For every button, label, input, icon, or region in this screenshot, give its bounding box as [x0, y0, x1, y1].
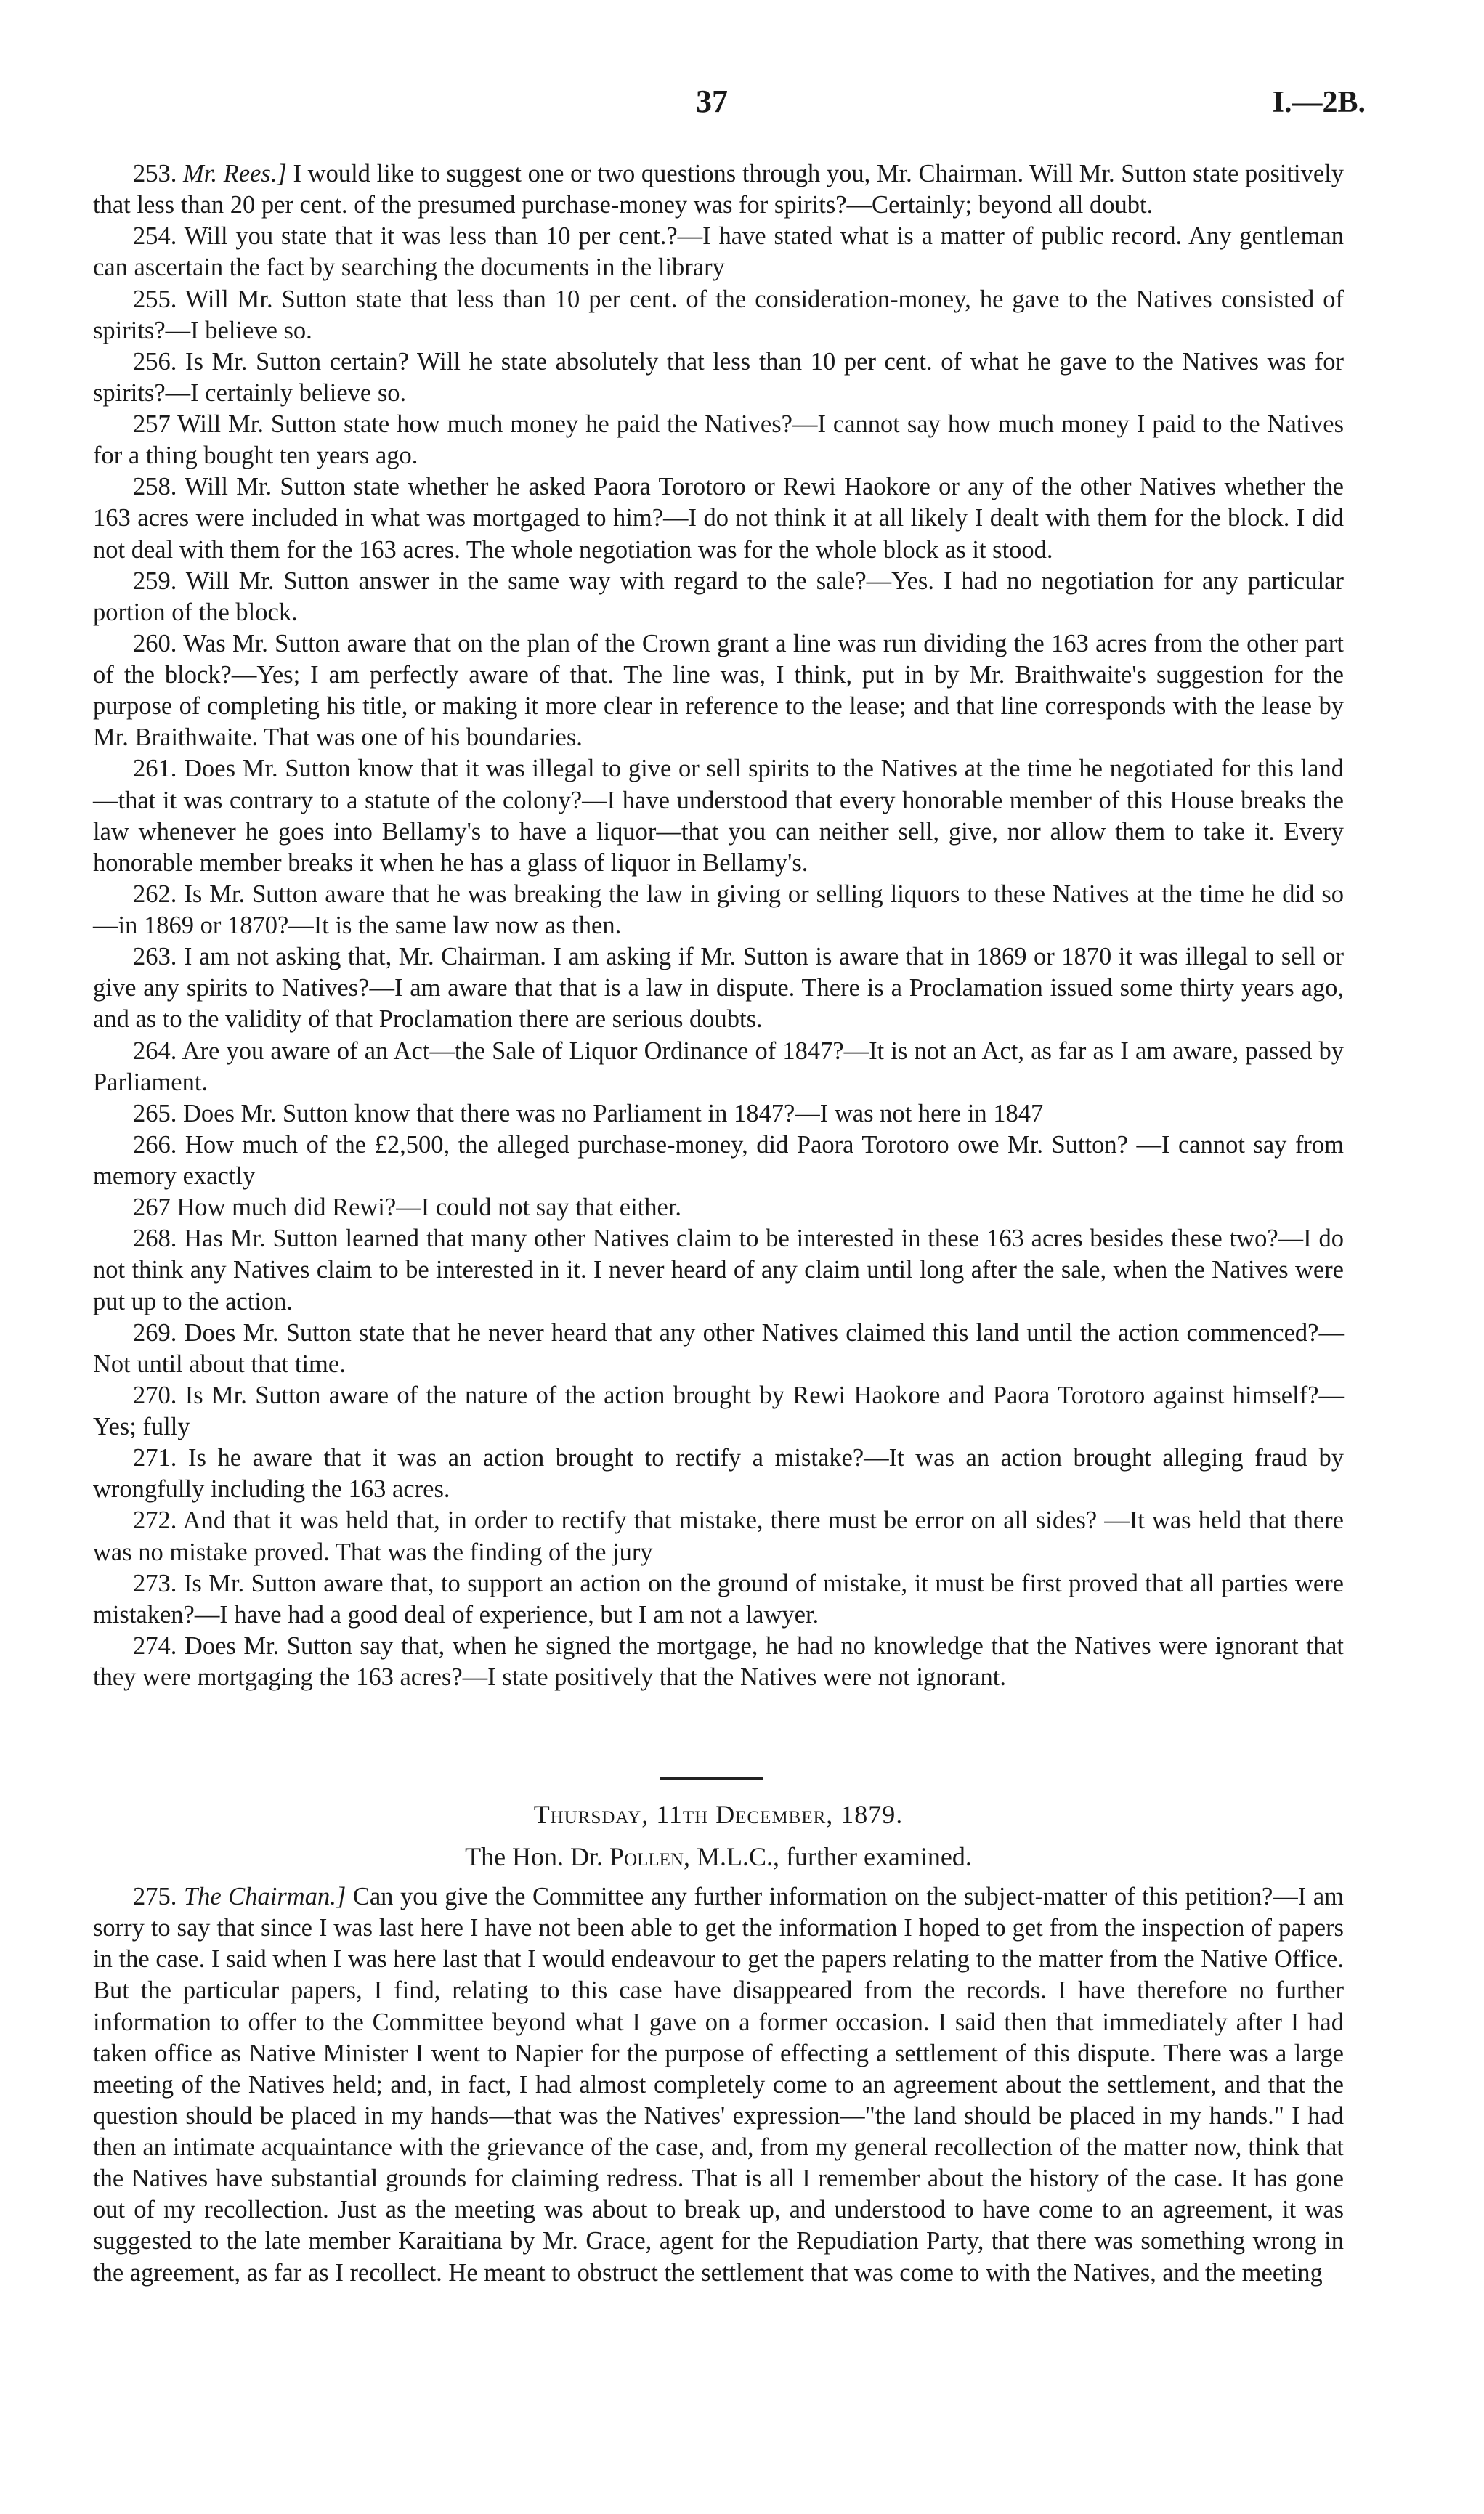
question-number: 263.: [133, 943, 177, 971]
question-text: Is he aware that it was an action brought to rectify a mistake?—It was an action brought alleging fraud by wrongfully including the 163 acres.: [93, 1444, 1345, 1504]
question-number: 257: [133, 410, 171, 438]
question-text: Was Mr. Sutton aware that on the plan of the Crown grant a line was run dividing the 163 acres from the other part of the block?—Yes; I am perfectly aware of that. The line was, I think, put in by Mr. Braithwaite's suggestion for the purpose of completing his title, or making it more clear in reference to the lease; and that line corresponds with the lease by Mr. Braithwaite. That was one of his boundaries.: [93, 629, 1344, 752]
question-text: Is Mr. Sutton aware of the nature of the action brought by Rewi Haokore and Paora Torotoro against himself?—Yes; fully: [93, 1381, 1345, 1440]
witness-prefix: The Hon. Dr.: [465, 1842, 604, 1871]
question-text: Will Mr. Sutton state how much money he paid the Natives?—I cannot say how much money I paid to the Natives for a thing bought ten years ago.: [93, 410, 1344, 470]
question-number: 272.: [133, 1507, 177, 1535]
question-paragraph: [93, 1505, 1344, 1568]
speaker-label: Mr. Rees.]: [183, 160, 287, 187]
question-paragraph: [93, 1318, 1344, 1380]
question-paragraph: [93, 628, 1344, 754]
question-number: 256.: [133, 347, 177, 376]
question-number: 273.: [133, 1569, 177, 1597]
question-paragraph: [93, 1568, 1344, 1631]
question-text: Is Mr. Sutton certain? Will he state absolutely that less than 10 per cent. of what he gave to the Natives was for spirits?—I certainly believe so.: [93, 347, 1345, 407]
question-number: 274.: [133, 1631, 177, 1660]
question-number: 264.: [133, 1037, 177, 1065]
question-paragraph: [93, 1631, 1344, 1693]
section-divider: [660, 1777, 763, 1780]
question-text: Is Mr. Sutton aware that, to support an action on the ground of mistake, it must be first proved that all parties were mistaken?—I have had a good deal of experience, but I am not a lawyer.: [93, 1569, 1344, 1629]
question-text: Does Mr. Sutton say that, when he signed the mortgage, he had no knowledge that the Natives were ignorant that they were mortgaging the 163 acres?—I state positively that the Natives were not ignorant.: [93, 1631, 1345, 1691]
question-number: 275.: [133, 1883, 177, 1910]
question-number: 262.: [133, 880, 177, 908]
question-number: 265.: [133, 1099, 177, 1127]
witness-suffix: , M.L.C., further examined.: [684, 1842, 972, 1871]
page-number: 37: [696, 84, 728, 119]
question-paragraph: [93, 1223, 1344, 1317]
question-number: 269.: [133, 1318, 177, 1347]
witness-name: Pollen: [609, 1842, 684, 1871]
question-text: How much of the £2,500, the alleged purchase-money, did Paora Torotoro owe Mr. Sutton? —I cannot say from memory exactly: [93, 1130, 1345, 1190]
question-paragraph: [93, 1881, 1344, 2289]
question-paragraph: [93, 284, 1344, 346]
paper-reference: I.—2B.: [1272, 86, 1366, 119]
question-number: 259.: [133, 567, 177, 595]
question-text: Has Mr. Sutton learned that many other Natives claim to be interested in these 163 acres besides these two?—I do not think any Natives claim to be interested in it. I never heard of any claim until long after the sale, when the Natives were put up to the action.: [93, 1225, 1345, 1315]
question-text: And that it was held that, in order to rectify that mistake, there must be error on all sides? —It was held that there was no mistake proved. That was the finding of the jury: [93, 1507, 1344, 1566]
question-text: Will you state that it was less than 10 per cent.?—I have stated what is a matter of public record. Any gentleman can ascertain the fact by searching the documents in the library: [93, 222, 1344, 282]
question-text: Will Mr. Sutton answer in the same way with regard to the sale?—Yes. I had no negotiation for any particular portion of the block.: [93, 567, 1344, 626]
question-number: 268.: [133, 1225, 177, 1253]
question-number: 255.: [133, 285, 177, 313]
question-paragraph: [93, 1130, 1344, 1192]
question-number: 254.: [133, 222, 177, 251]
question-text: Does Mr. Sutton know that it was illegal to give or sell spirits to the Natives at the time he negotiated for this land—that it was contrary to a statute of the colony?—I have understood that every honorable member of this House breaks the law whenever he goes into Bellamy's to have a liquor—that you can neither sell, give, nor allow them to take it. Every honorable member breaks it when he has a glass of liquor in Bellamy's.: [93, 755, 1344, 877]
question-paragraph: [93, 409, 1344, 471]
question-text: Does Mr. Sutton know that there was no Parliament in 1847?—I was not here in 1847: [183, 1099, 1044, 1127]
question-text: Can you give the Committee any further information on the subject-matter of this petition?—I am sorry to say that since I was last here I have not been able to get the information I hoped to get from the inspection of papers in the case. I said when I was here last that I would endeavour to get the papers relating to the matter from the Native Office. But the particular papers, I find, relating to this case have disappeared from the records. I have therefore no further information to offer to the Committee beyond what I gave on a former occasion. I said then that immediately after I had taken office as Native Minister I went to Napier for the purpose of effecting a settlement of this dispute. There was a large meeting of the Natives held; and, in fact, I had almost completely come to an agreement about the settlement, and that the question should be placed in my hands—that was the Natives' expression—"the land should be placed in my hands." I had then an intimate acquaintance with the grievance of the case, and, from my general recollection of the matter now, think that the Natives have substantial grounds for claiming redress. That is all I remember about the history of the case. It has gone out of my recollection. Just as the meeting was about to break up, and understood to have come to an agreement, it was suggested to the late member Karaitiana by Mr. Grace, agent for the Repudiation Party, that there was something wrong in the agreement, as far as I recollect. He meant to obstruct the settlement that was come to with the Natives, and the meeting: [93, 1883, 1344, 2287]
question-text: Is Mr. Sutton aware that he was breaking the law in giving or selling liquors to these Natives at the time he did so—in 1869 or 1870?—It is the same law now as then.: [93, 880, 1345, 939]
question-number: 261.: [133, 755, 177, 783]
question-text: Are you aware of an Act—the Sale of Liquor Ordinance of 1847?—It is not an Act, as far as I am aware, passed by Parliament.: [93, 1037, 1344, 1096]
question-paragraph: [93, 471, 1344, 565]
question-paragraph: [93, 1192, 1344, 1223]
question-paragraph: [93, 566, 1344, 628]
question-paragraph: [93, 879, 1344, 941]
question-number: 270.: [133, 1381, 177, 1409]
question-paragraph: [93, 1380, 1344, 1443]
question-paragraph: [93, 1036, 1344, 1098]
question-number: 258.: [133, 473, 177, 501]
witness-heading: [93, 1844, 1344, 1870]
question-number: 253.: [133, 160, 177, 187]
question-paragraph: [93, 1098, 1344, 1130]
question-paragraph: [93, 221, 1344, 283]
question-paragraph: [93, 346, 1344, 409]
question-number: 260.: [133, 629, 177, 657]
evidence-block-one: [93, 158, 1344, 1693]
question-text: Will Mr. Sutton state that less than 10 per cent. of the consideration-money, he gave to the Natives consisted of spirits?—I believe so.: [93, 285, 1344, 344]
question-paragraph: [93, 158, 1344, 221]
question-paragraph: [93, 753, 1344, 879]
question-text: Will Mr. Sutton state whether he asked Paora Torotoro or Rewi Haokore or any of the other Natives whether the 163 acres were included in what was mortgaged to him?—I do not think it at all likely I dealt with them for the block. I did not deal with them for the 163 acres. The whole negotiation was for the whole block as it stood.: [93, 473, 1344, 564]
speaker-label: The Chairman.]: [183, 1883, 346, 1910]
session-date: Thursday, 11th December, 1879.: [533, 1800, 904, 1829]
question-text: How much did Rewi?—I could not say that either.: [177, 1193, 682, 1222]
question-paragraph: [93, 1443, 1344, 1505]
evidence-block-two: [93, 1881, 1344, 2289]
question-text: I am not asking that, Mr. Chairman. I am asking if Mr. Sutton is aware that in 1869 or 1870 it was illegal to sell or give any spirits to Natives?—I am aware that that is a law in dispute. There is a Proclamation issued some thirty years ago, and as to the validity of that Proclamation there are serious doubts.: [93, 943, 1344, 1034]
question-paragraph: [93, 941, 1344, 1035]
question-number: 266.: [133, 1130, 177, 1159]
question-text: I would like to suggest one or two questions through you, Mr. Chairman. Will Mr. Sutton state positively that less than 20 per cent. of the presumed purchase-money was for spirits?—Certainly; beyond all doubt.: [93, 160, 1345, 219]
question-number: 271.: [133, 1444, 177, 1472]
question-number: 267: [133, 1193, 171, 1222]
question-text: Does Mr. Sutton state that he never heard that any other Natives claimed this land until the action commenced?—Not until about that time.: [93, 1318, 1344, 1378]
